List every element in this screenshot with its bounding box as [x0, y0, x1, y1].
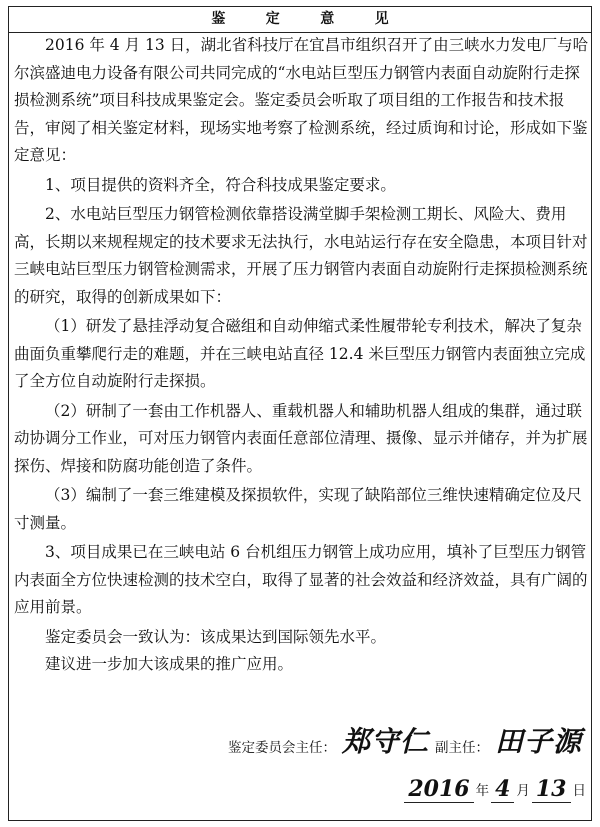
date-day-unit: 日 [572, 783, 586, 799]
vice-chair-label: 副主任： [434, 740, 489, 756]
innovation-2: （2）研制了一套由工作机器人、重载机器人和辅助机器人组成的集群，通过联动协调分工作业，可对压力钢管内表面任意部位清理、摄像、显示并储存，并为扩展探伤、焊接和防腐功能创造了条件。 [14, 401, 588, 475]
opinion-body [14, 32, 592, 679]
innovation-1: （1）研发了悬挂浮动复合磁组和自动伸缩式柔性履带轮专利技术，解决了复杂曲面负重攀爬行走的难题，并在三峡电站直径 12.4 米巨型压力钢管内表面独立完成了全方位自动旋附行走探损。 [14, 317, 586, 390]
chair-label: 鉴定委员会主任： [227, 740, 336, 756]
vice-chair-signature: 田子源 [494, 725, 582, 758]
date-year: 2016 [404, 776, 473, 803]
form-header [9, 7, 591, 33]
date-day: 13 [532, 776, 571, 803]
date-month-unit: 月 [516, 783, 530, 799]
opinion-item-1: 1、项目提供的资料齐全，符合科技成果鉴定要求。 [45, 175, 396, 194]
innovation-3: （3）编制了一套三维建模及探损软件，实现了缺陷部位三维快速精确定位及尺寸测量。 [14, 486, 582, 532]
chair-signature: 郑守仁 [341, 725, 429, 758]
date-month: 4 [491, 776, 514, 803]
opinion-item-3: 3、项目成果已在三峡电站 6 台机组压力钢管上成功应用，填补了巨型压力钢管内表面全方位快速检测的技术空白，取得了显著的社会效益和经济效益，具有广阔的应用前景。 [14, 543, 588, 616]
suggestion: 建议进一步加大该成果的推广应用。 [45, 655, 294, 673]
intro-paragraph: 2016 年 4 月 13 日，湖北省科技厅在宜昌市组织召开了由三峡水力发电厂与哈尔滨盛迪电力设备有限公司共同完成的“水电站巨型压力钢管内表面自动旋附行走探损检测系统”项目科技成果鉴定会。鉴定委员会听取了项目组的工作报告和技术报告，审阅了相关鉴定材料，现场实地考察了检测系统，经过质询和讨论，形成如下鉴定意见： [14, 36, 589, 164]
header-char: 定 [265, 11, 280, 27]
date-year-unit: 年 [475, 783, 490, 799]
opinion-item-2: 2、水电站巨型压力钢管检测依靠搭设满堂脚手架检测工期长、风险大、费用高，长期以来规程规定的技术要求无法执行，水电站运行存在安全隐患，本项目针对三峡电站巨型压力钢管检测需求，开展了压力钢管内表面自动旋附行走探损检测系统的研究，取得的创新成果如下： [14, 205, 588, 306]
conclusion: 鉴定委员会一致认为：该成果达到国际领先水平。 [45, 627, 387, 646]
signature-block [228, 720, 588, 760]
header-char: 意 [320, 11, 335, 27]
signing-date [404, 776, 588, 803]
header-char: 鉴 [211, 11, 226, 27]
header-char: 见 [374, 11, 389, 27]
